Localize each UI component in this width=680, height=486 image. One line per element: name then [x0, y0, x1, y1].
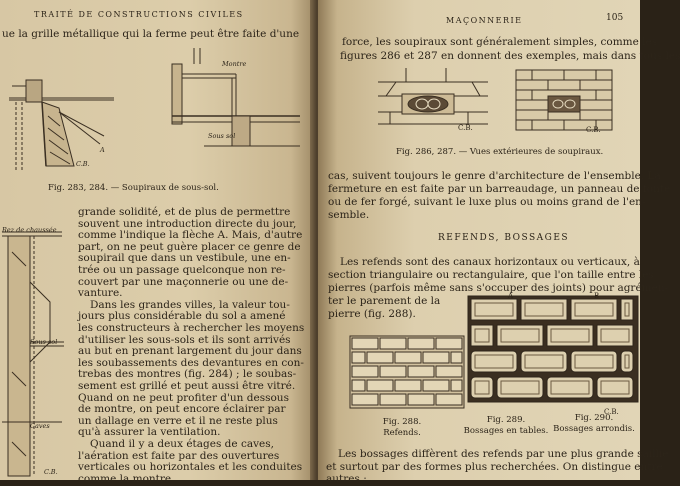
side-label-cb: C.B. [44, 468, 58, 476]
figure-289-caption-number: Fig. 289. [486, 415, 526, 425]
figure-290-caption-title: Bossages arrondis. [553, 424, 635, 434]
figure-287-cb: C.B. [586, 126, 601, 134]
bossage-stone [597, 325, 633, 346]
figure-label-b: B [594, 292, 600, 300]
bossage-stone [471, 377, 493, 398]
right-middle-line: fermeture en est faite par un barreaudage, un panneau de fonte [328, 183, 671, 195]
right-section-line: pierres (parfois même sans s'occuper des joints) pour agrémen- [328, 282, 669, 294]
figure-288-drawing [348, 334, 466, 410]
left-body-line: grande solidité, et de plus de permettre [78, 206, 291, 218]
refend-stone [436, 366, 462, 377]
refend-stone [436, 338, 462, 349]
section-heading: REFENDS, BOSSAGES [438, 233, 570, 243]
refend-stone [352, 338, 378, 349]
figure-288-caption-number: Fig. 288. [382, 417, 422, 427]
refend-stone [436, 394, 462, 405]
bossage-stone [521, 299, 567, 320]
refend-stone [352, 366, 378, 377]
right-middle-line: ou de fer forgé, suivant le luxe plus ou moins grand de l'en- [328, 196, 646, 208]
bossage-stone [471, 351, 517, 372]
left-body-line: d'utiliser les sous-sols et ils sont arrivés [78, 333, 291, 346]
right-section-line: section triangulaire ou rectangulaire, que l'on taille entre les [328, 269, 654, 281]
refend-stone [423, 352, 449, 363]
refend-stone [451, 380, 462, 391]
bossage-stone [547, 325, 593, 346]
refend-stone [352, 380, 365, 391]
right-middle-line: cas, suivent toujours le genre d'architecture de l'ensemble. La [328, 170, 661, 182]
right-bottom-line: autres : [326, 473, 367, 485]
figure-290-caption-number: Fig. 290. [574, 413, 614, 423]
right-running-header: MAÇONNERIE [446, 16, 523, 25]
right-section-line: ter le parement de la [328, 295, 441, 307]
refend-stone [380, 366, 406, 377]
figure-289-caption-title: Bossages en tables. [463, 426, 549, 436]
bossage-stone [547, 377, 593, 398]
left-body-line: trebas des montres (fig. 284) ; le soubas- [78, 368, 297, 381]
left-body-line: au but en prenant largement du jour dans [78, 345, 302, 358]
left-body-line: sement est grillé et peut aussi être vitré. [78, 380, 296, 392]
refend-stone [451, 352, 462, 363]
left-body-line: de montre, on peut encore éclairer par [78, 403, 286, 416]
left-body-line: soupirail que dans un vestibule, une en- [78, 252, 291, 265]
left-top-line: ue la grille métallique qui la ferme peut être faite d'une [2, 28, 300, 40]
bossage-stone [471, 325, 493, 346]
refend-stone [352, 352, 365, 363]
left-body-line: Quand il y a deux étages de caves, [90, 438, 274, 450]
right-top-line-2: figures 286 et 287 en donnent des exemples, mais dans tous les [340, 50, 680, 62]
left-running-header: TRAITÉ DE CONSTRUCTIONS CIVILES [34, 10, 244, 19]
refend-stone [380, 394, 406, 405]
left-body-line: comme la montre [78, 472, 172, 485]
bossage-stone [521, 351, 567, 372]
side-label-rez-de-chaussee: Rez de chaussée [2, 226, 57, 234]
figure-289-290-drawing [466, 294, 640, 404]
refend-stone [367, 380, 393, 391]
refend-stone [408, 394, 434, 405]
right-bottom-line: et surtout par des formes plus recherchées. On distingue entre [326, 460, 663, 473]
figure-290-cb: C.B. [604, 408, 619, 416]
right-page [318, 0, 680, 485]
bossage-stone [497, 377, 543, 398]
left-body-line: trée ou un passage quelconque non re- [78, 264, 286, 276]
figure-288-caption-title: Refends. [383, 428, 421, 438]
refend-stone [380, 338, 406, 349]
right-section-line: Les refends sont des canaux horizontaux ou verticaux, à [340, 256, 640, 268]
left-body-line: qu'à assurer la ventilation. [78, 426, 221, 439]
bossage-stone [571, 351, 617, 372]
left-body-line: l'aération est faite par des ouvertures [78, 449, 280, 462]
bossage-stone [621, 351, 633, 372]
figure-283-284-drawing [4, 46, 304, 178]
figure-label-sous-sol: Sous sol [208, 132, 236, 140]
refend-stone [352, 394, 378, 405]
figure-283-284-caption: Fig. 283, 284. — Soupiraux de sous-sol. [48, 183, 219, 193]
side-label-caves: Caves [30, 422, 50, 430]
figure-286-cb: C.B. [458, 124, 473, 132]
left-body-line: verticales ou horizontales et les conduites [78, 461, 303, 474]
left-body-line: souvent une introduction directe du jour, [78, 217, 297, 230]
figure-label-a: A [100, 146, 105, 154]
figure-286-287-caption: Fig. 286, 287. — Vues extérieures de soupiraux. [396, 147, 604, 157]
left-body-line: Dans les grandes villes, la valeur tou- [90, 298, 290, 311]
left-body-line: part, on ne peut guère placer ce genre de [78, 240, 301, 253]
figure-label-cb: C.B. [76, 160, 90, 168]
refend-stone [423, 380, 449, 391]
figure-286-drawing [376, 68, 490, 134]
left-body-line: les constructeurs à rechercher les moyens [78, 322, 305, 334]
left-body-line: Quand on ne peut profiter d'un dessous [78, 391, 289, 404]
left-page [0, 0, 316, 485]
right-bottom-line: Les bossages diffèrent des refends par une plus grande saillie [338, 448, 669, 460]
bossage-stone [621, 299, 633, 320]
side-label-sous-sol: Sous sol [30, 338, 58, 346]
left-body-line: jours plus considérable du sol a amené [78, 310, 286, 323]
refend-stone [367, 352, 393, 363]
left-body-line: vanture. [78, 287, 123, 300]
left-body-line: comme l'indique la flèche A. Mais, d'autre [78, 229, 303, 242]
refend-stone [408, 338, 434, 349]
refend-stone [395, 352, 421, 363]
figure-label-montre: Montre [222, 60, 247, 68]
bossage-stone [597, 377, 633, 398]
right-middle-line: semble. [328, 209, 370, 221]
refend-stone [395, 380, 421, 391]
left-body-line: les soubassements des devantures en con- [78, 356, 304, 369]
figure-label-a: A [508, 292, 514, 300]
side-section-drawing [0, 222, 70, 480]
right-section-line: pierre (fig. 288). [328, 308, 416, 320]
refend-stone [408, 366, 434, 377]
left-body-line: un dallage en verre et il ne reste plus [78, 414, 278, 427]
page-number: 105 [606, 13, 624, 23]
bossage-stone [497, 325, 543, 346]
right-top-line-1: force, les soupiraux sont généralement simples, comme les [342, 36, 658, 48]
left-body-line: couvert par une maçonnerie ou une de- [78, 275, 289, 288]
